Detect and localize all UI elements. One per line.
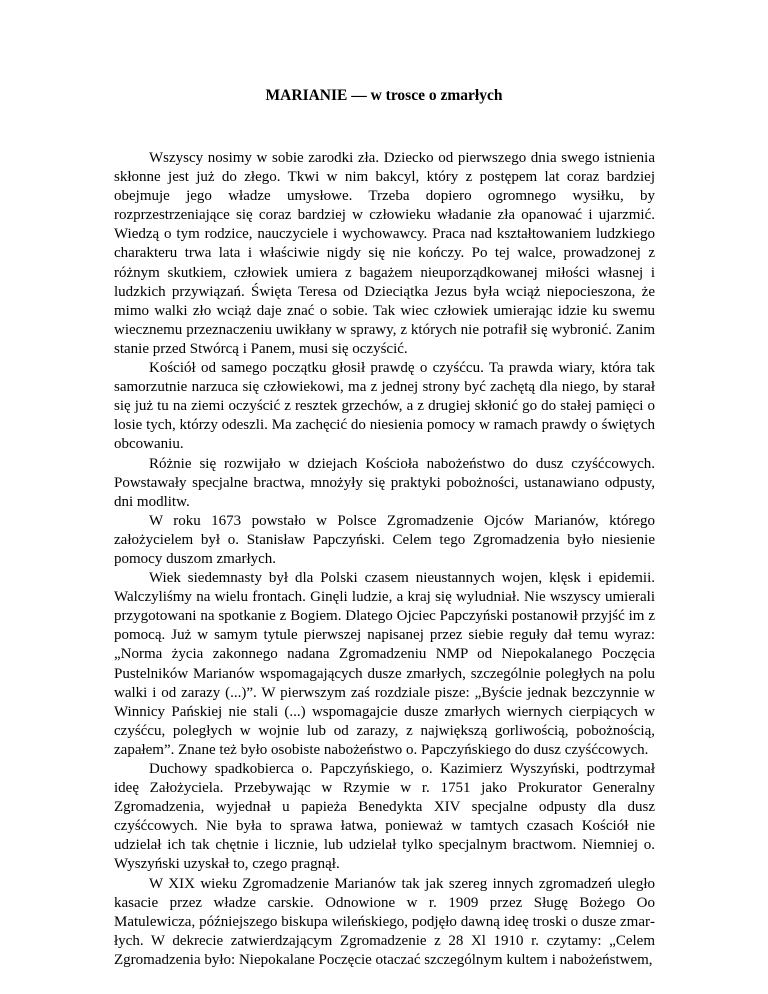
document-title: MARIANIE — w trosce o zmarłych: [265, 87, 503, 104]
paragraph-2: Kościół od samego początku głosił prawdę o czyśćcu. Ta prawda wiary, która tak samorzutnie narzuca się człowiekowi, ma z jednej strony być zachętą dla niego, by starał się już tu na ziemi oczyścić z resztek grzechów, a z drugiej skłonić go do stałej pamięci o losie tych, którzy odeszli. Ma zachęcić do niesienia pomocy w ramach prawdy o świętych obcowaniu.: [114, 360, 655, 453]
paragraph-5: Wiek siedemnasty był dla Polski czasem nieustannych wojen, klęsk i epidemii. Walczyliśmy na wielu frontach. Ginęli ludzie, a kraj się wyludniał. Nie wszyscy umierali przygotowani na spotkanie z Bogiem. Dlatego Ojciec Papczyński postanowił przyjść im z pomocą. Już w samym tytule pierwszej napisanej przez siebie reguły dał temu wyraz: „Norma życia zakonnego nadana Zgromadzeniu NMP od Niepokalanego Poczęcia Pustelników Marianów wspomagających dusze zmarłych, szczególnie poległych na polu walki i od zarazy (...)”. W pierwszym zaś rozdziale pisze: „Byście jednak bezczynnie w Winnicy Pańskiej nie stali (...) wspomagajcie dusze zmarłych wiernych cierpiących w czyśćcu, poległych w wojnie lub od zarazy, z największą gorliwością, pobożnością, zapałem”. Znane też było osobiste nabożeństwo o. Papczyńskiego do dusz czyśćcowych.: [114, 570, 655, 758]
document-body: [114, 149, 655, 970]
paragraph-7: W XIX wieku Zgromadzenie Marianów tak jak szereg innych zgromadzeń uległo kasacie przez władze carskie. Odnowione w r. 1909 przez Sługę Bożego Oo Matulewicza, późniejszego biskupa wileńskiego, podjęło dawną ideę troski o dusze zmarłych. W dekrecie zatwierdzającym Zgromadzenie z 28 Xl 1910 r. czytamy: „Celem Zgromadzenia było: Niepokalane Poczęcie otaczać szczególnym kultem i nabożeństwem,: [114, 875, 655, 968]
paragraph-1: Wszyscy nosimy w sobie zarodki zła. Dziecko od pierwszego dnia swego istnienia skłonne jest już do złego. Tkwi w nim bakcyl, który z postępem lat coraz bardziej obejmuje jego władze umysłowe. Trzeba dopiero ogromnego wysiłku, by rozprzestrzeniające się coraz bardziej w człowieku władanie zła opanować i ujarzmić. Wiedzą o tym rodzice, nauczyciele i wychowawcy. Praca nad kształtowaniem ludzkiego charakteru trwa lata i właściwie nigdy się nie kończy. Po tej walce, prowadzonej z różnym skutkiem, człowiek umiera z bagażem nieuporządkowanej miłości własnej i ludzkich przywiązań. Święta Teresa od Dzieciątka Jezus była wciąż niepocieszona, że mimo walki zło wciąż daje znać o sobie. Tak wiec człowiek umierając idzie ku swemu wiecznemu przeznaczeniu uwikłany w sprawy, z których nie potrafił się wybronić. Zanim stanie przed Stwórcą i Panem, musi się oczyścić.: [114, 150, 655, 357]
paragraph-6: Duchowy spadkobierca o. Papczyńskiego, o. Kazimierz Wyszyński, podtrzymał ideę Założyciela. Przebywając w Rzymie w r. 1751 jako Prokurator Generalny Zgromadzenia, wyjednał u papieża Benedykta XIV specjalne odpusty dla dusz czyśćcowych. Nie była to sprawa łatwa, ponieważ w tamtych czasach Kościół nie udzielał ich tak chętnie i licznie, lub udzielał tylko specjalnym bractwom. Niemniej o. Wyszyński uzyskał to, czego pragnął.: [114, 761, 655, 873]
paragraph-3: Różnie się rozwijało w dziejach Kościoła nabożeństwo do dusz czyśćcowych. Powstawały specjalne bractwa, mnożyły się praktyki pobożności, ustanawiano odpusty, dni modlitw.: [114, 455, 655, 510]
paragraph-4: W roku 1673 powstało w Polsce Zgromadzenie Ojców Marianów, którego założycielem był o. Stanisław Papczyński. Celem tego Zgromadzenia było niesienie pomocy duszom zmarłych.: [114, 512, 655, 567]
